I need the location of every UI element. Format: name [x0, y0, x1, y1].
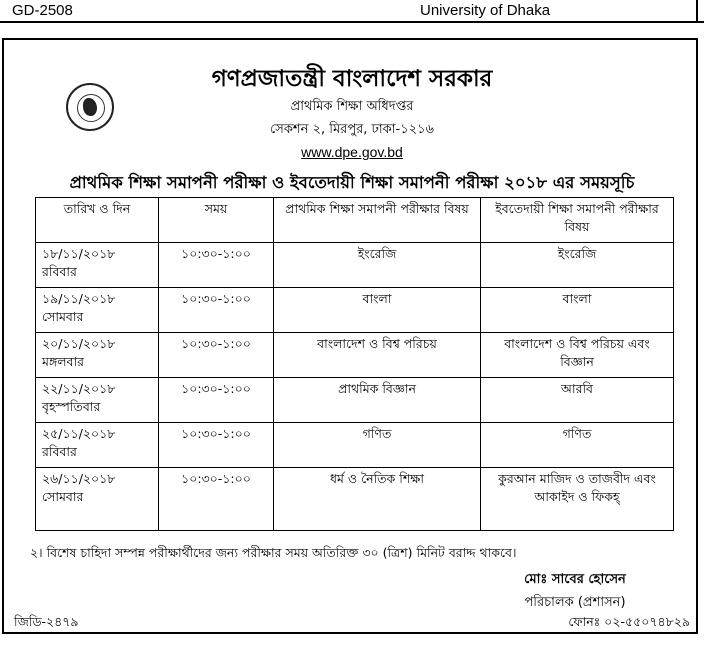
gazette-code: GD-2508	[12, 2, 73, 19]
department-name: প্রাথমিক শিক্ষা অধিদপ্তর	[290, 99, 414, 114]
university-label: University of Dhaka	[420, 2, 551, 19]
date-cell	[36, 288, 159, 333]
day: সোমবার	[42, 489, 84, 504]
ebtedayee-subject-cell: বাংলা	[481, 288, 674, 333]
special-needs-note: ২। বিশেষ চাহিদা সম্পন্ন পরীক্ষার্থীদের জন্য পরীক্ষার সময় অতিরিক্ত ৩০ (ত্রিশ) মিনিট বরাদ্দ থাকবে।	[30, 545, 517, 560]
table-row	[36, 333, 674, 378]
date: ২০/১১/২০১৮	[42, 336, 116, 351]
ebtedayee-subject-cell: ইংরেজি	[481, 243, 674, 288]
header-ebtedayee-subject: ইবতেদায়ী শিক্ষা সমাপনী পরীক্ষার বিষয়	[481, 198, 674, 243]
time-cell: ১০:৩০-১:০০	[159, 378, 274, 423]
ebtedayee-subject-cell: গণিত	[481, 423, 674, 468]
date: ২৫/১১/২০১৮	[42, 426, 116, 441]
signatory-name: মোঃ সাবের হোসেন	[524, 572, 626, 587]
date-cell	[36, 333, 159, 378]
top-divider	[0, 21, 704, 23]
date-cell	[36, 423, 159, 468]
header-time: সময়	[159, 198, 274, 243]
date: ২৬/১১/২০১৮	[42, 471, 116, 486]
date-cell	[36, 243, 159, 288]
date-cell	[36, 378, 159, 423]
top-strip	[0, 0, 704, 24]
office-address: সেকশন ২, মিরপুর, ঢাকা-১২১৬	[269, 122, 435, 137]
day: বৃহস্পতিবার	[42, 399, 101, 414]
date: ২২/১১/২০১৮	[42, 381, 116, 396]
primary-subject-cell: বাংলা	[274, 288, 481, 333]
schedule-title: প্রাথমিক শিক্ষা সমাপনী পরীক্ষা ও ইবতেদায়ী শিক্ষা সমাপনী পরীক্ষা ২০১৮ এর সময়সূচি	[69, 173, 635, 192]
date: ১৯/১১/২০১৮	[42, 291, 116, 306]
primary-subject-cell: গণিত	[274, 423, 481, 468]
table-row	[36, 243, 674, 288]
primary-subject-cell: ইংরেজি	[274, 243, 481, 288]
date: ১৮/১১/২০১৮	[42, 246, 116, 261]
day: সোমবার	[42, 309, 84, 324]
time-cell: ১০:৩০-১:০০	[159, 288, 274, 333]
table-row	[36, 423, 674, 468]
table-row	[36, 378, 674, 423]
table-header-row	[36, 198, 674, 243]
time-cell: ১০:৩০-১:০০	[159, 333, 274, 378]
ebtedayee-subject-cell: কুরআন মাজিদ ও তাজবীদ এবং আকাইদ ও ফিকহ্	[481, 468, 674, 531]
primary-subject-cell: বাংলাদেশ ও বিশ্ব পরিচয়	[274, 333, 481, 378]
signatory-title: পরিচালক (প্রশাসন)	[524, 595, 626, 610]
primary-subject-cell: ধর্ম ও নৈতিক শিক্ষা	[274, 468, 481, 531]
government-title: গণপ্রজাতন্ত্রী বাংলাদেশ সরকার	[211, 66, 493, 92]
day: রবিবার	[42, 264, 77, 279]
day: রবিবার	[42, 444, 77, 459]
time-cell: ১০:৩০-১:০০	[159, 423, 274, 468]
phone-number: ফোনঃ ০২-৫৫০৭৪৮২৯	[568, 614, 690, 629]
website-link[interactable]: www.dpe.gov.bd	[301, 144, 403, 160]
exam-schedule-table	[35, 197, 674, 531]
date-cell	[36, 468, 159, 531]
table-row	[36, 468, 674, 531]
primary-subject-cell: প্রাথমিক বিজ্ঞান	[274, 378, 481, 423]
top-right-border	[696, 0, 698, 21]
header-date-day: তারিখ ও দিন	[36, 198, 159, 243]
day: মঙ্গলবার	[42, 354, 85, 369]
ebtedayee-subject-cell: বাংলাদেশ ও বিশ্ব পরিচয় এবং বিজ্ঞান	[481, 333, 674, 378]
notice-code: জিডি-২৪৭৯	[14, 614, 79, 629]
ebtedayee-subject-cell: আরবি	[481, 378, 674, 423]
time-cell: ১০:৩০-১:০০	[159, 243, 274, 288]
table-row	[36, 288, 674, 333]
header-primary-subject: প্রাথমিক শিক্ষা সমাপনী পরীক্ষার বিষয়	[274, 198, 481, 243]
time-cell: ১০:৩০-১:০০	[159, 468, 274, 531]
